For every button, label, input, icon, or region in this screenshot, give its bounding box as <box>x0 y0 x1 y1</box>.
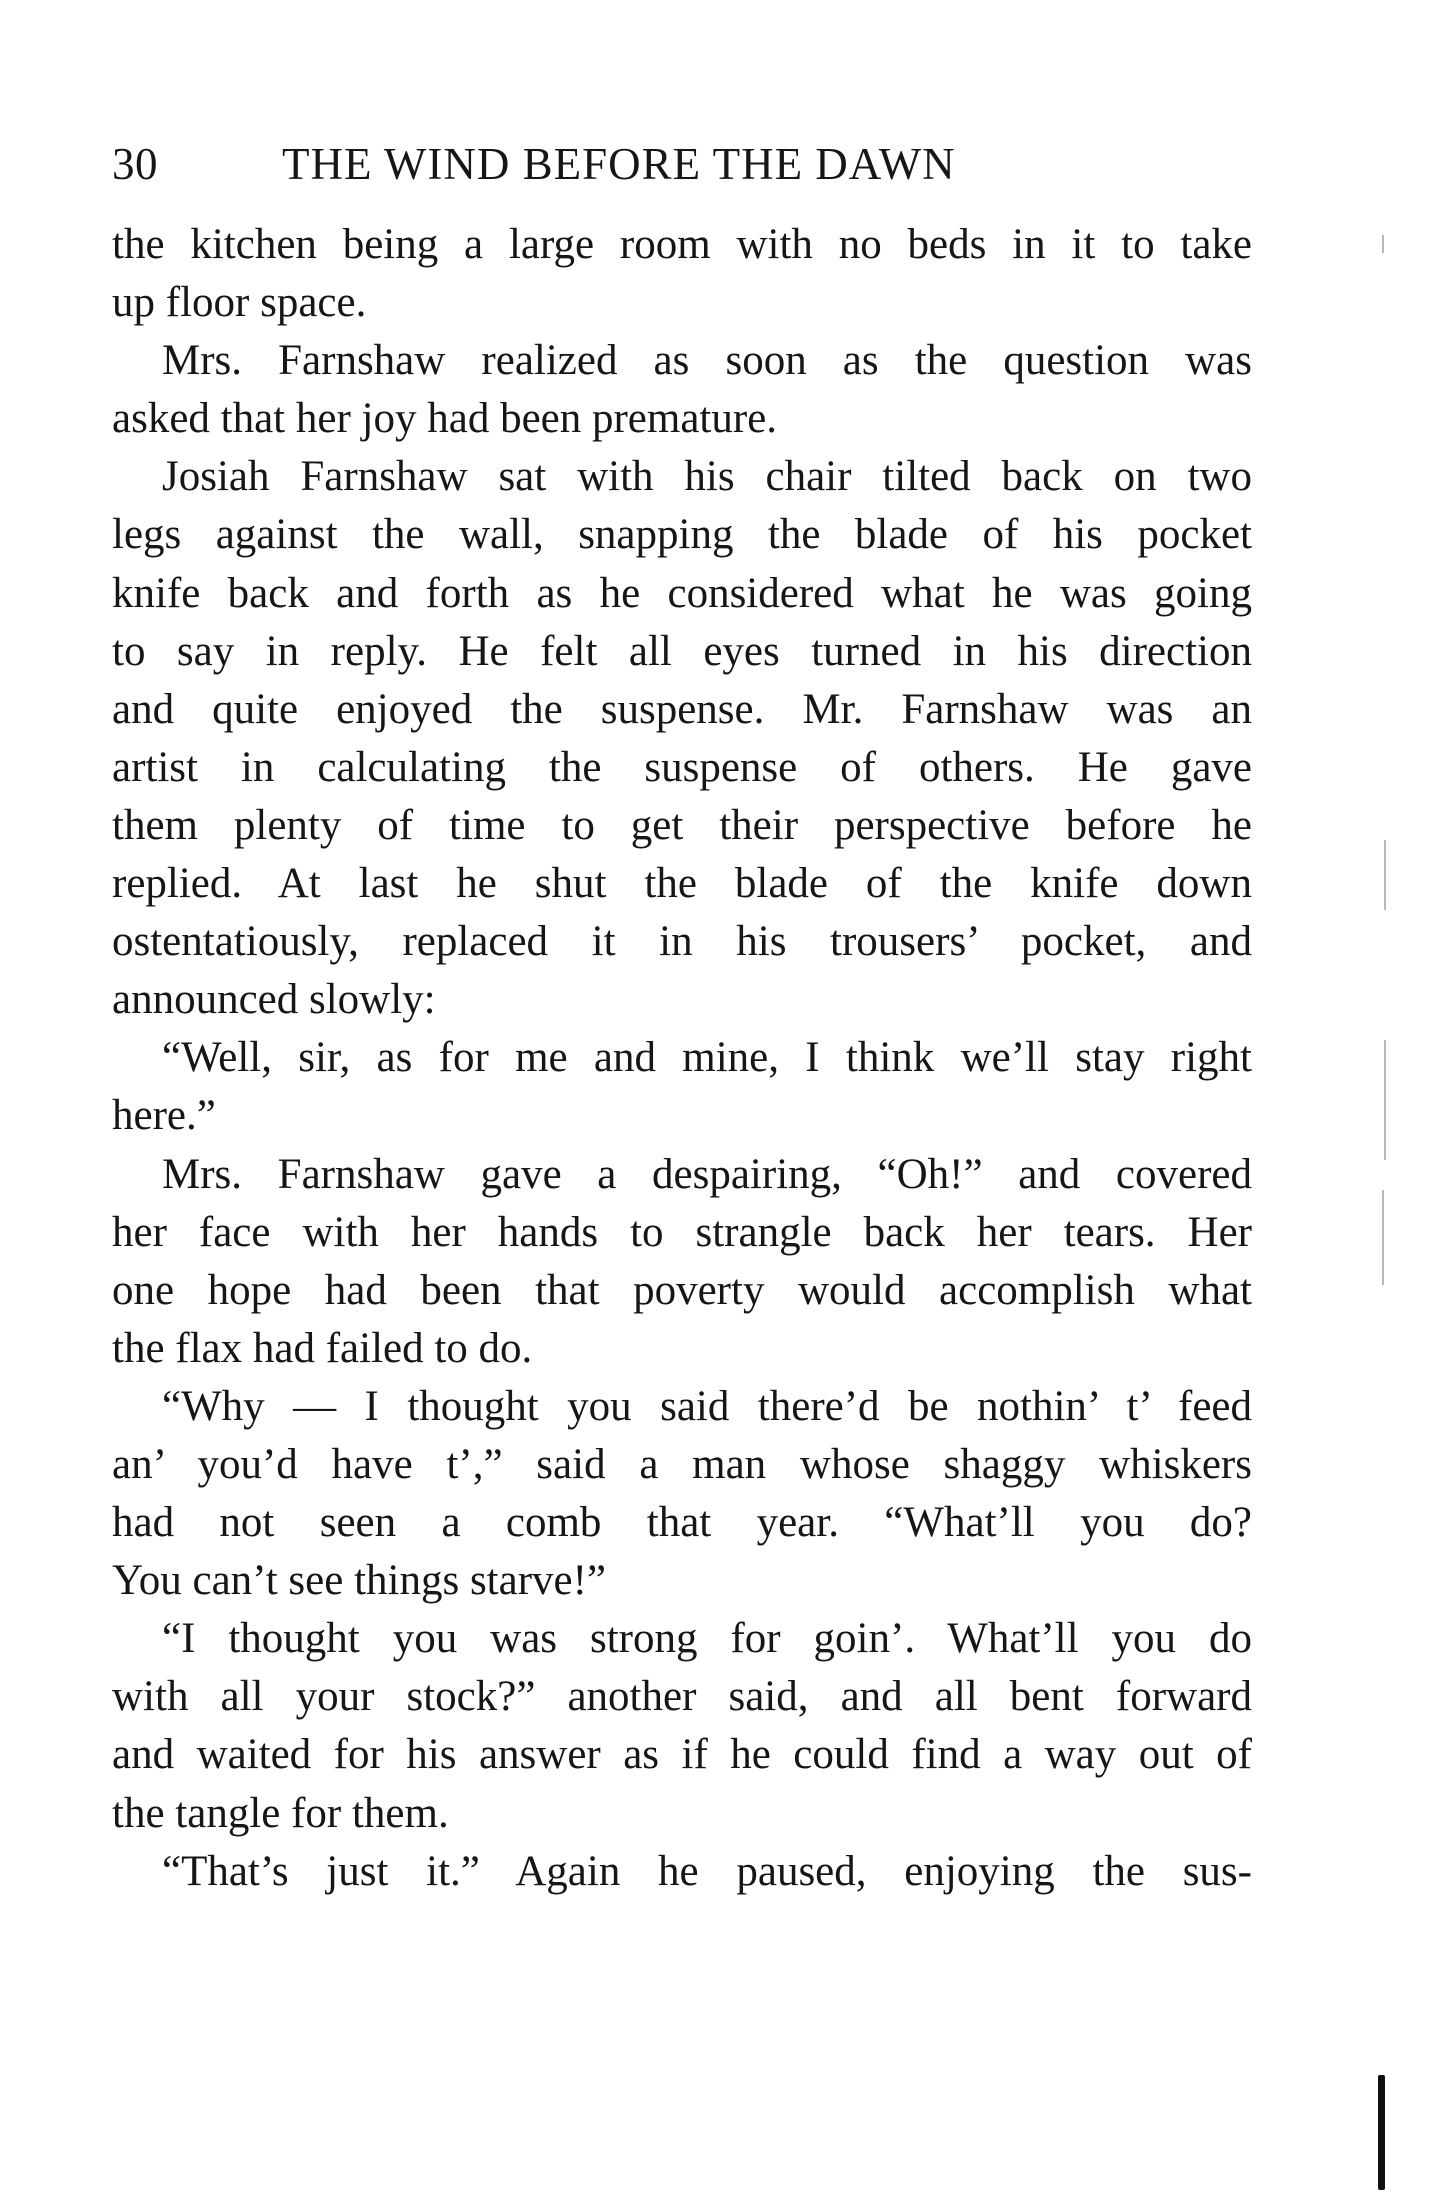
text-line: an’ you’d have t’,” said a man whose shaggy whiskers <box>112 1440 1252 1488</box>
scan-speck <box>1384 1040 1386 1160</box>
text-line: one hope had been that poverty would accomplish what <box>112 1266 1252 1314</box>
text-line: Josiah Farnshaw sat with his chair tilted back on two <box>162 453 1252 501</box>
running-head <box>112 134 1252 194</box>
text-line: and waited for his answer as if he could find a way out of <box>112 1731 1252 1779</box>
text-line: Mrs. Farnshaw gave a despairing, “Oh!” and covered <box>162 1150 1252 1198</box>
running-title: THE WIND BEFORE THE DAWN <box>282 139 956 189</box>
text-line: up floor space. <box>112 279 367 327</box>
text-line: to say in reply. He felt all eyes turned in his direction <box>112 627 1252 675</box>
text-line: with all your stock?” another said, and all bent forward <box>112 1673 1252 1721</box>
text-line: legs against the wall, snapping the blade of his pocket <box>112 511 1252 559</box>
text-line: “Why — I thought you said there’d be nothin’ t’ feed <box>162 1382 1252 1430</box>
scan-speck <box>1382 235 1384 253</box>
body-text <box>112 216 1252 1901</box>
text-line: “Well, sir, as for me and mine, I think we’ll stay right <box>162 1034 1252 1082</box>
text-line: and quite enjoyed the suspense. Mr. Farnshaw was an <box>112 685 1252 733</box>
text-line: her face with her hands to strangle back her tears. Her <box>112 1208 1252 1256</box>
text-line: them plenty of time to get their perspective before he <box>112 801 1252 849</box>
text-line: Mrs. Farnshaw realized as soon as the question was <box>162 337 1252 385</box>
text-line: had not seen a comb that year. “What’ll you do? <box>112 1499 1252 1547</box>
scan-speck <box>1382 1190 1384 1285</box>
text-line: ostentatiously, replaced it in his trousers’ pocket, and <box>112 918 1252 966</box>
page-number: 30 <box>112 139 158 189</box>
text-line: asked that her joy had been premature. <box>112 395 778 443</box>
text-line: the flax had failed to do. <box>112 1324 533 1372</box>
scan-margin-mark <box>1378 2075 1385 2190</box>
text-line: “That’s just it.” Again he paused, enjoying the sus- <box>162 1847 1252 1895</box>
text-line: replied. At last he shut the blade of the knife down <box>112 860 1252 908</box>
text-line: knife back and forth as he considered what he was going <box>112 569 1252 617</box>
text-line: artist in calculating the suspense of others. He gave <box>112 743 1252 791</box>
text-line: You can’t see things starve!” <box>112 1557 607 1605</box>
text-line: here.” <box>112 1092 216 1140</box>
text-line: the tangle for them. <box>112 1789 449 1837</box>
scan-speck <box>1384 840 1386 910</box>
text-line: the kitchen being a large room with no beds in it to take <box>112 221 1252 268</box>
text-line: announced slowly: <box>112 976 436 1024</box>
text-line: “I thought you was strong for goin’. What’ll you do <box>162 1615 1252 1663</box>
